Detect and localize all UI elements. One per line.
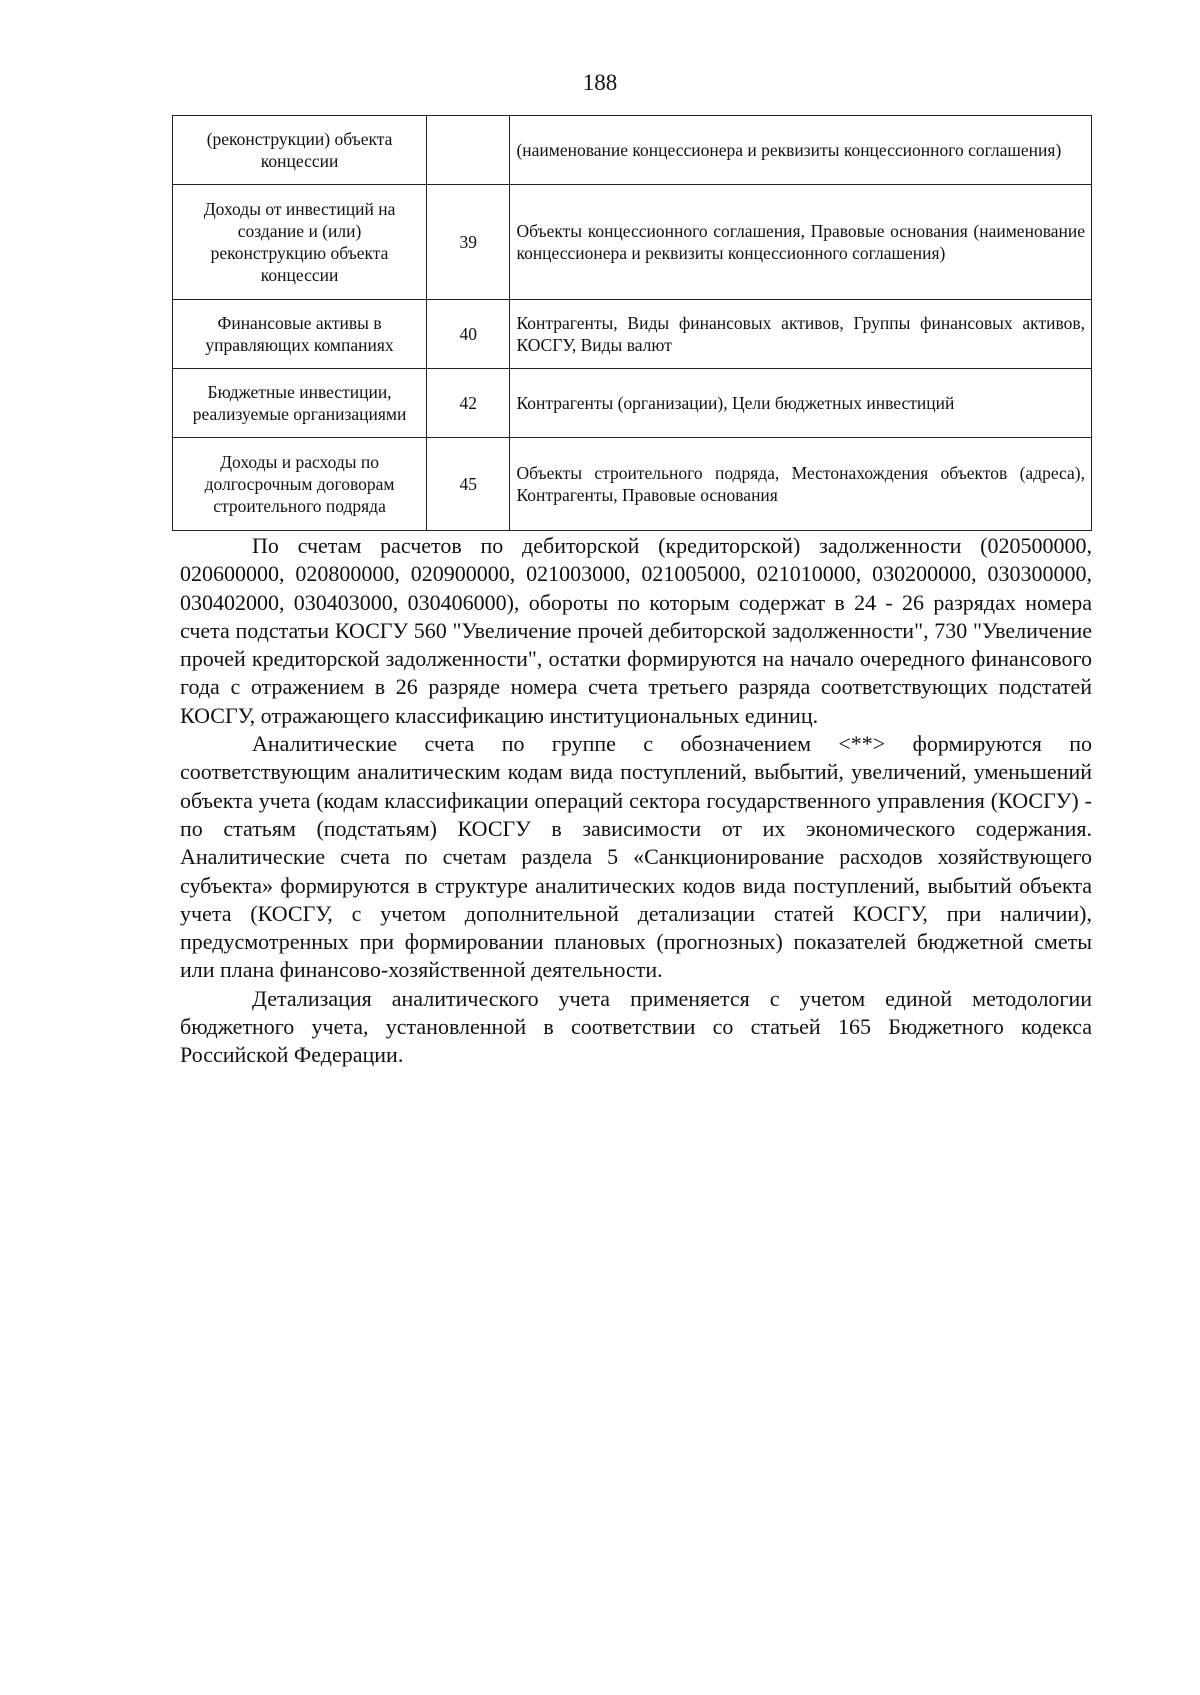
row-code-cell: 40: [427, 300, 510, 369]
row-description-cell: Объекты строительного подряда, Местонахождения объектов (адреса), Контрагенты, Правовые основания: [510, 438, 1092, 531]
row-name-cell: Бюджетные инвестиции, реализуемые организациями: [173, 369, 427, 438]
paragraph: Детализация аналитического учета применяется с учетом единой методологии бюджетного учета, установленной в соответствии со статьей 165 Бюджетного кодекса Российской Федерации.: [180, 985, 1092, 1068]
row-name-cell: Доходы и расходы по долгосрочным договорам строительного подряда: [173, 438, 427, 531]
row-code-cell: [427, 116, 510, 185]
paragraph: По счетам расчетов по дебиторской (кредиторской) задолженности (020500000, 020600000, 020800000, 020900000, 021003000, 021005000, 021010000, 030200000, 030300000, 030402000, 030403000, 030406000), обороты по которым содержат в 24 - 26 разрядах номера счета подстатьи КОСГУ 560 "Увеличение прочей дебиторской задолженности", 730 "Увеличение прочей кредиторской задолженности", остатки формируются на начало очередного финансового года с отражением в 26 разряде номера счета третьего разряда соответствующих подстатей КОСГУ, отражающего классификацию институциональных единиц.: [180, 533, 1092, 728]
table-row: [173, 300, 1092, 369]
row-description-cell: (наименование концессионера и реквизиты концессионного соглашения): [510, 116, 1092, 185]
table-row: [173, 438, 1092, 531]
row-name-cell: Финансовые активы в управляющих компаниях: [173, 300, 427, 369]
row-name-cell: (реконструкции) объекта концессии: [173, 116, 427, 185]
body-text: [180, 532, 1092, 1070]
table-row: [173, 369, 1092, 438]
row-description-cell: Объекты концессионного соглашения, Правовые основания (наименование концессионера и реквизиты концессионного соглашения): [510, 185, 1092, 300]
table-row: [173, 116, 1092, 185]
row-name-cell: Доходы от инвестиций на создание и (или) реконструкцию объекта концессии: [173, 185, 427, 300]
row-description-cell: Контрагенты, Виды финансовых активов, Группы финансовых активов, КОСГУ, Виды валют: [510, 300, 1092, 369]
analytics-table: [172, 115, 1092, 531]
row-description-cell: Контрагенты (организации), Цели бюджетных инвестиций: [510, 369, 1092, 438]
paragraph: Аналитические счета по группе с обозначением <**> формируются по соответствующим аналитическим кодам вида поступлений, выбытий, увеличений, уменьшений объекта учета (кодам классификации операций сектора государственного управления (КОСГУ) - по статьям (подстатьям) КОСГУ в зависимости от их экономического содержания. Аналитические счета по счетам раздела 5 «Санкционирование расходов хозяйствующего субъекта» формируются в структуре аналитических кодов вида поступлений, выбытий объекта учета (КОСГУ, с учетом дополнительной детализации статей КОСГУ, при наличии), предусмотренных при формировании плановых (прогнозных) показателей бюджетной сметы или плана финансово-хозяйственной деятельности.: [180, 731, 1092, 983]
row-code-cell: 42: [427, 369, 510, 438]
page-number: 188: [582, 70, 618, 95]
table-row: [173, 185, 1092, 300]
row-code-cell: 39: [427, 185, 510, 300]
row-code-cell: 45: [427, 438, 510, 531]
